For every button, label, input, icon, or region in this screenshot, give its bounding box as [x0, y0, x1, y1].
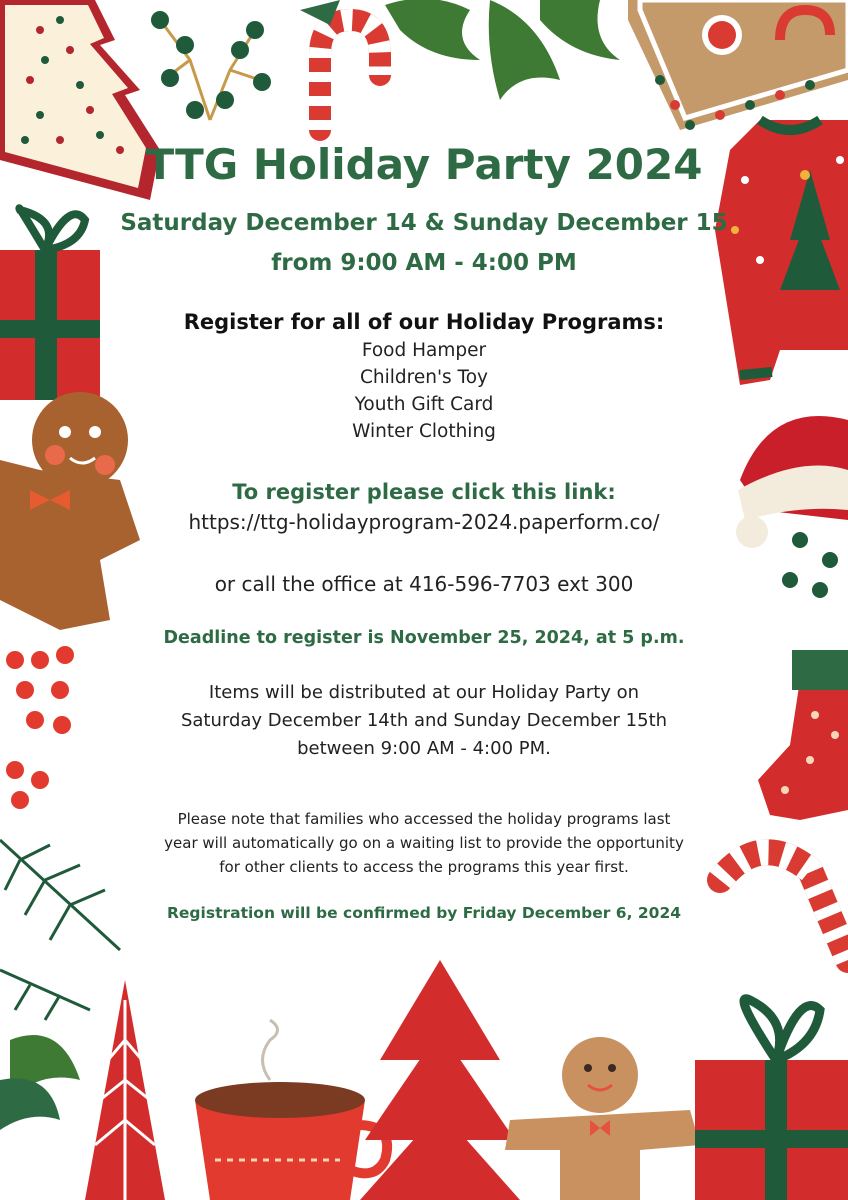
distribution-line: between 9:00 AM - 4:00 PM.	[297, 738, 551, 759]
register-heading: Register for all of our Holiday Programs:	[183, 310, 665, 334]
call-office-text: or call the office at 416-596-7703 ext 300	[214, 572, 634, 596]
deadline-text: Deadline to register is November 25, 2024, at 5 p.m.	[163, 628, 685, 648]
program-item: Food Hamper	[361, 340, 487, 361]
event-dates: Saturday December 14 & Sunday December 15	[120, 210, 728, 236]
note-line: for other clients to access the programs this year first.	[219, 858, 629, 876]
note-line: year will automatically go on a waiting list to provide the opportunity	[164, 834, 684, 852]
program-item: Children's Toy	[359, 367, 488, 388]
note-line: Please note that families who accessed the holiday programs last	[177, 810, 671, 828]
program-item: Youth Gift Card	[354, 394, 494, 415]
program-item: Winter Clothing	[352, 421, 496, 442]
registration-link[interactable]: https://ttg-holidayprogram-2024.paperform.co/	[188, 510, 660, 534]
link-heading: To register please click this link:	[232, 480, 616, 504]
distribution-line: Items will be distributed at our Holiday Party on	[208, 682, 640, 703]
flyer-title: TTG Holiday Party 2024	[145, 140, 703, 189]
event-hours: from 9:00 AM - 4:00 PM	[271, 250, 577, 276]
distribution-line: Saturday December 14th and Sunday December 15th	[180, 710, 668, 731]
confirmation-text: Registration will be confirmed by Friday December 6, 2024	[166, 904, 682, 922]
